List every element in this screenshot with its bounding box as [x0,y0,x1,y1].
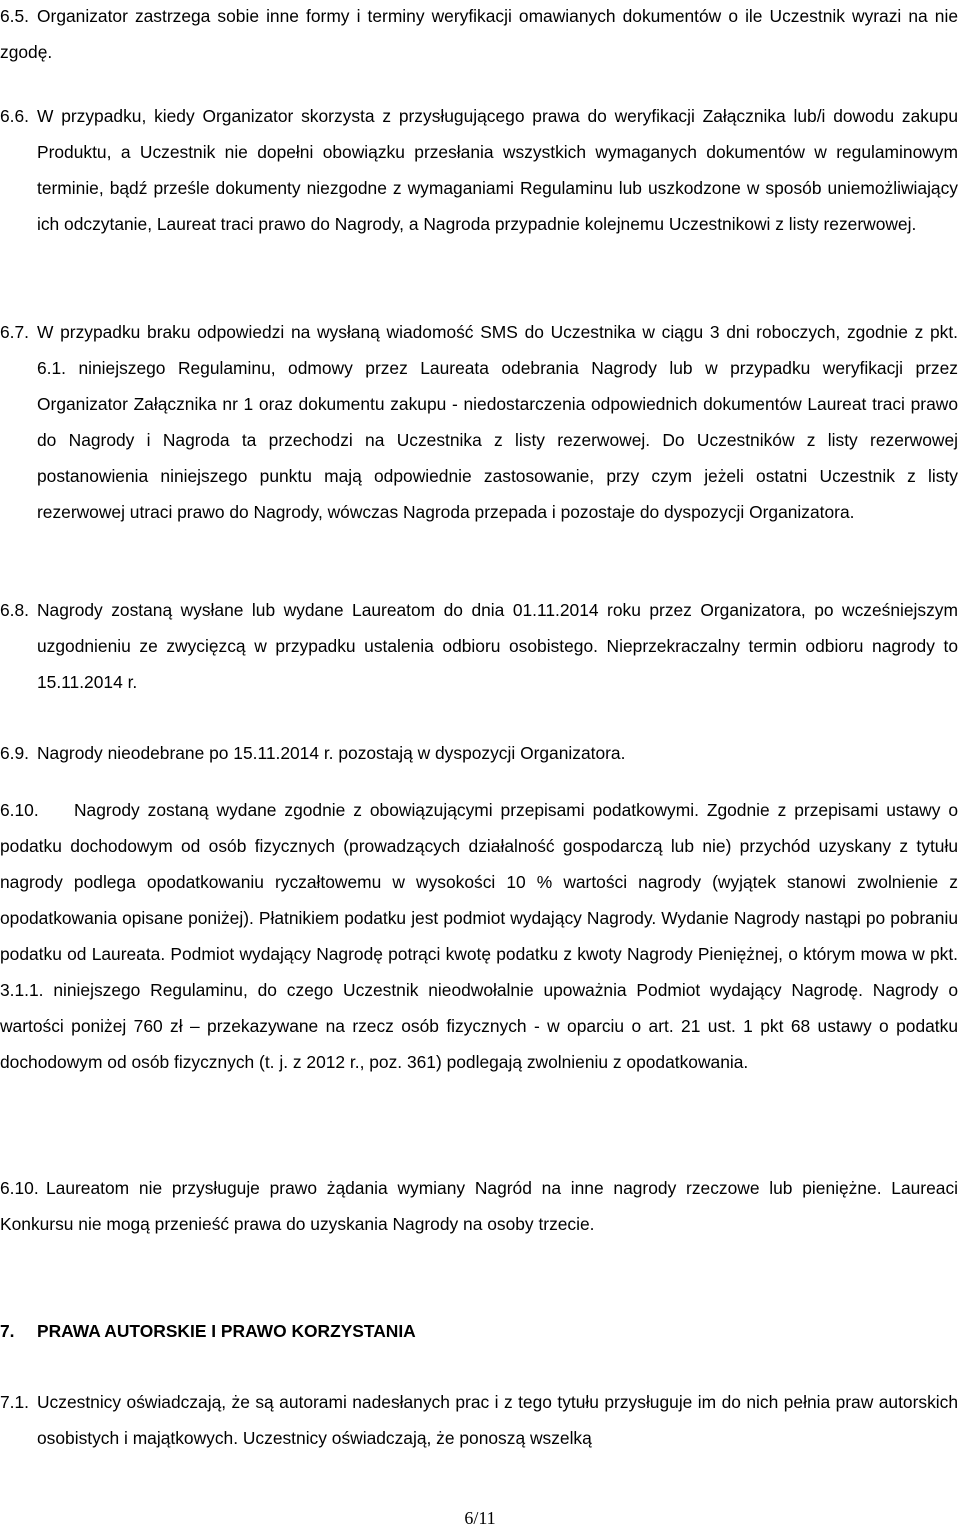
paragraph-6-10 [0,792,958,1080]
section-number: 7. [0,1321,15,1341]
page-number: 6/11 [464,1508,496,1528]
paragraph-text: W przypadku braku odpowiedzi na wysłaną wiadomość SMS do Uczestnika w ciągu 3 dni roboczych, zgodnie z pkt. 6.1. niniejszego Regulaminu, odmowy przez Laureata odebrania Nagrody lub w przypadku weryfikacji przez Organizator Załącznika nr 1 oraz dokumentu zakupu - niedostarczenia odpowiednich dokumentów Laureat traci prawo do Nagrody i Nagroda ta przechodzi na Uczestnika z listy rezerwowej. Do Uczestników z listy rezerwowej postanowienia niniejszego punktu mają odpowiednie zastosowanie, przy czym jeżeli ostatni Uczestnik z listy rezerwowej utraci prawo do Nagrody, wówczas Nagroda przepada i pozostaje do dyspozycji Organizatora. [37,322,958,522]
paragraph-6-7 [0,314,958,530]
paragraph-number: 6.10. [0,1178,39,1198]
paragraph-text: Organizator zastrzega sobie inne formy i terminy weryfikacji omawianych dokumentów o ile Uczestnik wyrazi na nie zgodę. [0,6,958,62]
paragraph-6-6 [0,98,958,242]
paragraph-6-10-second [0,1170,958,1242]
paragraph-text: Nagrody zostaną wydane zgodnie z obowiązującymi przepisami podatkowymi. Zgodnie z przepisami ustawy o podatku dochodowym od osób fizycznych (prowadzących działalność gospodarczą lub nie) przychód uzyskany z tytułu nagrody podlega opodatkowaniu ryczałtowemu w wysokości 10 % wartości nagrody (wyjątek stanowi zwolnienie z opodatkowania opisane poniżej). Płatnikiem podatku jest podmiot wydający Nagrody. Wydanie Nagrody nastąpi po pobraniu podatku od Laureata. Podmiot wydający Nagrodę potrąci kwotę podatku z kwoty Nagrody Pieniężnej, o którym mowa w pkt. 3.1.1. niniejszego Regulaminu, do czego Uczestnik nieodwołalnie upoważnia Podmiot wydający Nagrodę. Nagrody o wartości poniżej 760 zł – przekazywane na rzecz osób fizycznych - w oparciu o art. 21 ust. 1 pkt 68 ustawy o podatku dochodowym od osób fizycznych (t. j. z 2012 r., poz. 361) podlegają zwolnieniu z opodatkowania. [0,800,958,1072]
paragraph-number: 7.1. [0,1392,30,1412]
paragraph-text: Nagrody zostaną wysłane lub wydane Laureatom do dnia 01.11.2014 roku przez Organizatora, po wcześniejszym uzgodnieniu ze zwycięzcą w przypadku ustalenia odbioru osobistego. Nieprzekraczalny termin odbioru nagrody to 15.11.2014 r. [37,600,958,692]
paragraph-number: 6.8. [0,600,30,620]
paragraph-6-9 [0,735,958,771]
paragraph-text: Uczestnicy oświadczają, że są autorami nadesłanych prac i z tego tytułu przysługuje im do nich pełnia praw autorskich osobistych i majątkowych. Uczestnicy oświadczają, że ponoszą wszelką [37,1392,958,1448]
paragraph-7-1 [0,1384,958,1456]
paragraph-6-8 [0,592,958,700]
paragraph-text: Laureatom nie przysługuje prawo żądania wymiany Nagród na inne nagrody rzeczowe lub pieniężne. Laureaci Konkursu nie mogą przenieść prawa do uzyskania Nagrody na osoby trzecie. [0,1178,958,1234]
paragraph-6-5 [0,0,958,70]
paragraph-text: Nagrody nieodebrane po 15.11.2014 r. pozostają w dyspozycji Organizatora. [37,743,626,763]
paragraph-number: 6.10. [0,800,39,820]
section-heading [0,1313,958,1349]
paragraph-number: 6.6. [0,106,30,126]
section-title: PRAWA AUTORSKIE I PRAWO KORZYSTANIA [37,1321,416,1341]
paragraph-number: 6.5. [0,6,30,26]
paragraph-text: W przypadku, kiedy Organizator skorzysta z przysługującego prawa do weryfikacji Załącznika lub/i dowodu zakupu Produktu, a Uczestnik nie dopełni obowiązku przesłania wszystkich wymaganych dokumentów w regulaminowym terminie, bądź prześle dokumenty niezgodne z wymaganiami Regulaminu lub uszkodzone w sposób uniemożliwiający ich odczytanie, Laureat traci prawo do Nagrody, a Nagroda przypadnie kolejnemu Uczestnikowi z listy rezerwowej. [37,106,958,234]
paragraph-number: 6.7. [0,322,30,342]
paragraph-number: 6.9. [0,743,30,763]
